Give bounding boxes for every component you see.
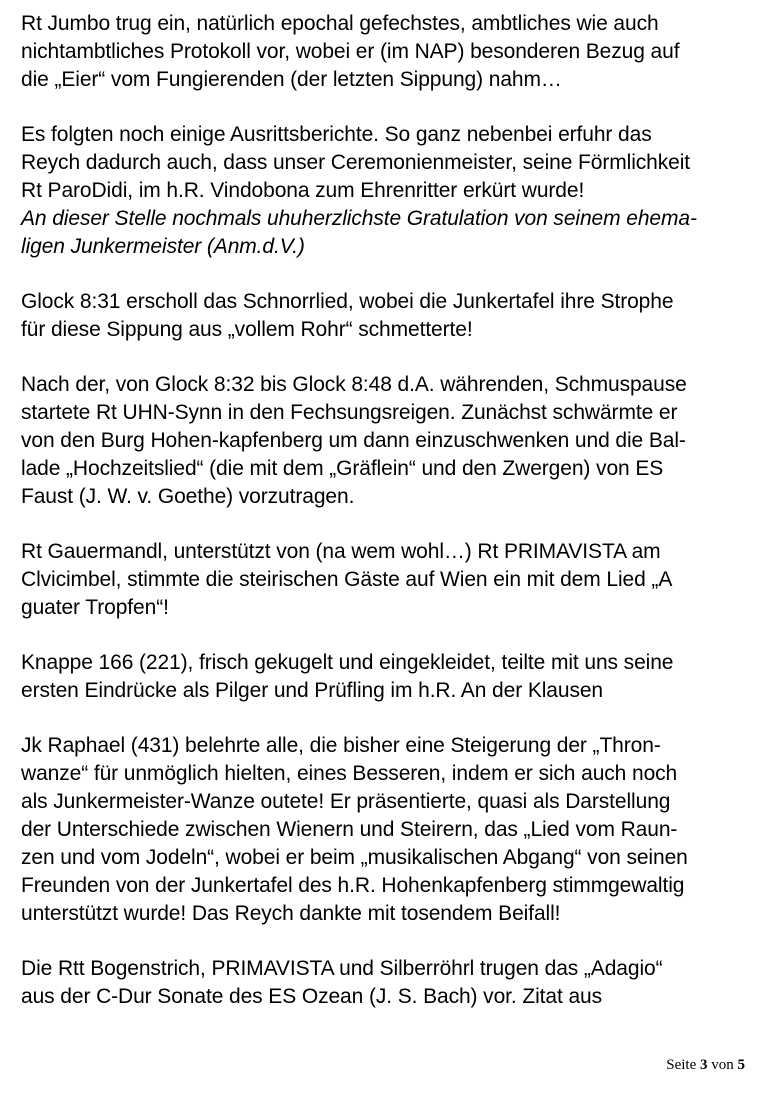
text-line: aus der C-Dur Sonate des ES Ozean (J. S. Bach) vor. Zitat aus [21, 985, 602, 1008]
paragraph-3 [21, 288, 746, 344]
text-line-italic-annotation: An dieser Stelle nochmals uhuherzlichste Gratulation von seinem ehema- [21, 207, 697, 230]
text-line: der Unterschiede zwischen Wienern und Steirern, das „Lied vom Raun- [21, 818, 678, 841]
page-number-total: 5 [737, 1057, 745, 1073]
text-line: wanze“ für unmöglich hielten, eines Besseren, indem er sich auch noch [21, 762, 678, 785]
paragraph-1 [21, 10, 746, 94]
text-line-italic-annotation: ligen Junkermeister (Anm.d.V.) [21, 235, 305, 258]
text-line: als Junkermeister-Wanze outete! Er präsentierte, quasi als Darstellung [21, 790, 671, 813]
text-line: Jk Raphael (431) belehrte alle, die bisher eine Steigerung der „Thron- [21, 734, 661, 757]
text-line: die „Eier“ vom Fungierenden (der letzten Sippung) nahm… [21, 68, 562, 91]
text-line: Rt ParoDidi, im h.R. Vindobona zum Ehrenritter erkürt wurde! [21, 179, 585, 202]
text-line: unterstützt wurde! Das Reych dankte mit tosendem Beifall! [21, 902, 561, 925]
text-line: Rt Gauermandl, unterstützt von (na wem wohl…) Rt PRIMAVISTA am [21, 540, 661, 563]
text-line: nichtambtliches Protokoll vor, wobei er (im NAP) besonderen Bezug auf [21, 40, 680, 63]
text-line: Reych dadurch auch, dass unser Ceremonienmeister, seine Förmlichkeit [21, 151, 691, 174]
text-line: zen und vom Jodeln“, wobei er beim „musikalischen Abgang“ von seinen [21, 846, 688, 869]
text-line: Glock 8:31 erscholl das Schnorrlied, wobei die Junkertafel ihre Strophe [21, 290, 674, 313]
text-line: Es folgten noch einige Ausrittsberichte. So ganz nebenbei erfuhr das [21, 123, 652, 146]
paragraph-6 [21, 649, 746, 705]
page-number-footer [666, 1056, 745, 1074]
page-number-separator: von [707, 1057, 738, 1073]
page-number-prefix: Seite [666, 1057, 700, 1073]
text-line: guater Tropfen“! [21, 596, 169, 619]
text-line: lade „Hochzeitslied“ (die mit dem „Gräflein“ und den Zwergen) von ES [21, 457, 664, 480]
paragraph-2 [21, 121, 746, 261]
paragraph-5 [21, 538, 746, 622]
text-line: startete Rt UHN-Synn in den Fechsungsreigen. Zunächst schwärmte er [21, 401, 678, 424]
paragraph-8 [21, 955, 746, 1011]
text-line: von den Burg Hohen-kapfenberg um dann einzuschwenken und die Bal- [21, 429, 686, 452]
text-line: Die Rtt Bogenstrich, PRIMAVISTA und Silberröhrl trugen das „Adagio“ [21, 957, 663, 980]
paragraph-7 [21, 732, 746, 928]
text-line: für diese Sippung aus „vollem Rohr“ schmetterte! [21, 318, 473, 341]
text-line: Clvicimbel, stimmte die steirischen Gäste auf Wien ein mit dem Lied „A [21, 568, 673, 591]
document-body [21, 10, 746, 1011]
paragraph-4 [21, 371, 746, 511]
text-line: Nach der, von Glock 8:32 bis Glock 8:48 d.A. währenden, Schmuspause [21, 373, 687, 396]
text-line: ersten Eindrücke als Pilger und Prüfling im h.R. An der Klausen [21, 679, 604, 702]
text-line: Knappe 166 (221), frisch gekugelt und eingekleidet, teilte mit uns seine [21, 651, 674, 674]
text-line: Rt Jumbo trug ein, natürlich epochal gefechstes, ambtliches wie auch [21, 12, 659, 35]
text-line: Freunden von der Junkertafel des h.R. Hohenkapfenberg stimmgewaltig [21, 874, 685, 897]
page-number-current: 3 [700, 1057, 708, 1073]
text-line: Faust (J. W. v. Goethe) vorzutragen. [21, 485, 355, 508]
